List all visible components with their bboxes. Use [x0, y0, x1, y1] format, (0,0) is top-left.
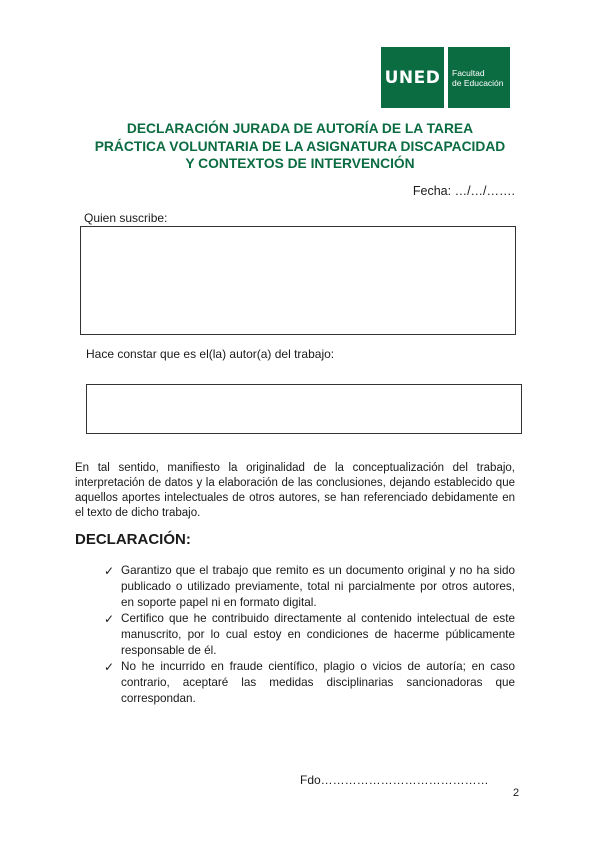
uned-logo-word: UNED [384, 67, 441, 88]
quien-suscribe-box[interactable] [80, 226, 516, 335]
declaration-item [104, 659, 515, 707]
uned-logo [381, 47, 510, 108]
declaration-list [104, 563, 515, 707]
declaration-text: No he incurrido en fraude científico, plagio o vicios de autoría; en caso contrario, aceptaré las medidas disciplinarias sancionadoras que correspondan. [121, 660, 515, 705]
autor-trabajo-box[interactable] [86, 384, 522, 434]
originality-paragraph: En tal sentido, manifiesto la originalidad de la conceptualización del trabajo, interpretación de datos y la elaboración de las conclusiones, dejando establecido que aquellos aportes intelectuales de otros autores, se han referenciado debidamente en el texto de dicho trabajo. [75, 462, 515, 519]
title-line-1: DECLARACIÓN JURADA DE AUTORÍA DE LA TAREA [126, 121, 474, 136]
faculty-logo-text [448, 47, 510, 108]
declaration-heading: DECLARACIÓN: [75, 531, 191, 548]
declaration-text: Garantizo que el trabajo que remito es un documento original y no ha sido publicado o utilizado previamente, total ni parcialmente por otros autores, en soporte papel ni en formato digital. [121, 564, 515, 609]
faculty-line-2: de Educación [452, 77, 504, 88]
uned-logo-mark [381, 47, 444, 108]
checkmark-icon: ✓ [104, 564, 115, 578]
quien-suscribe-label: Quien suscribe: [84, 211, 168, 225]
document-title [60, 120, 540, 173]
signature-line: Fdo…………………………………… [300, 773, 489, 787]
page-number: 2 [513, 787, 520, 799]
title-line-3: Y CONTEXTOS DE INTERVENCIÓN [185, 156, 415, 171]
declaration-item [104, 611, 515, 659]
faculty-line-1: Facultad [452, 67, 485, 78]
declaration-text: Certifico que he contribuido directamente al contenido intelectual de este manuscrito, por lo cual estoy en condiciones de hacerme públicamente responsable de él. [121, 612, 515, 657]
date-field: Fecha: …/…/……. [412, 184, 515, 198]
declaration-item [104, 563, 515, 611]
checkmark-icon: ✓ [104, 612, 115, 626]
title-line-2: PRÁCTICA VOLUNTARIA DE LA ASIGNATURA DISCAPACIDAD [94, 138, 506, 154]
autor-label: Hace constar que es el(la) autor(a) del trabajo: [86, 347, 335, 361]
checkmark-icon: ✓ [104, 660, 115, 674]
